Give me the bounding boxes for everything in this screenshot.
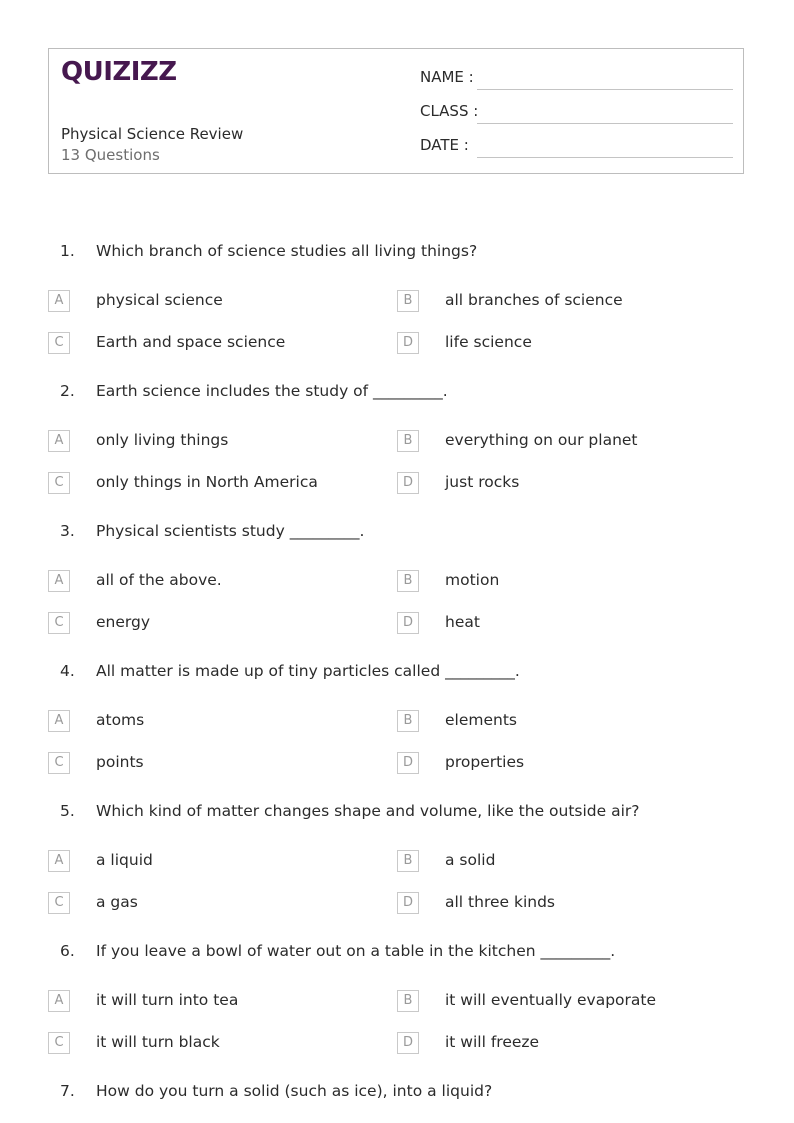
question-text: How do you turn a solid (such as ice), into a liquid? — [96, 1082, 493, 1100]
question-number: 6. — [60, 942, 75, 960]
option-letter-box[interactable]: D — [397, 752, 419, 774]
option-text: a liquid — [96, 851, 153, 869]
question-text: Which kind of matter changes shape and volume, like the outside air? — [96, 802, 640, 820]
option-text: it will eventually evaporate — [445, 991, 657, 1009]
question-text: Physical scientists study _________. — [96, 522, 365, 540]
option-letter-box[interactable]: C — [48, 1032, 70, 1054]
option-letter-box[interactable]: C — [48, 332, 70, 354]
question-text: If you leave a bowl of water out on a table in the kitchen _________. — [96, 942, 616, 960]
question-count: 13 Questions — [61, 146, 160, 164]
date-line — [477, 157, 733, 158]
date-label: DATE : — [420, 136, 469, 154]
option-text: Earth and space science — [96, 333, 286, 351]
name-label: NAME : — [420, 68, 474, 86]
option-text: elements — [445, 711, 517, 729]
option-text: it will turn into tea — [96, 991, 239, 1009]
question-number: 4. — [60, 662, 75, 680]
worksheet-header — [48, 48, 744, 174]
class-label: CLASS : — [420, 102, 479, 120]
option-letter-box[interactable]: B — [397, 990, 419, 1012]
option-text: just rocks — [445, 473, 520, 491]
question-number: 5. — [60, 802, 75, 820]
option-letter-box[interactable]: B — [397, 570, 419, 592]
option-letter-box[interactable]: B — [397, 430, 419, 452]
question-number: 3. — [60, 522, 75, 540]
option-text: only living things — [96, 431, 229, 449]
option-text: motion — [445, 571, 500, 589]
worksheet-title: Physical Science Review — [61, 125, 244, 143]
option-letter-box[interactable]: A — [48, 430, 70, 452]
option-text: a solid — [445, 851, 496, 869]
option-letter-box[interactable]: C — [48, 892, 70, 914]
question-text: All matter is made up of tiny particles called _________. — [96, 662, 520, 680]
option-text: all branches of science — [445, 291, 623, 309]
option-letter-box[interactable]: B — [397, 290, 419, 312]
option-letter-box[interactable]: C — [48, 612, 70, 634]
option-letter-box[interactable]: A — [48, 290, 70, 312]
option-letter-box[interactable]: A — [48, 710, 70, 732]
option-text: physical science — [96, 291, 223, 309]
option-letter-box[interactable]: B — [397, 850, 419, 872]
option-text: points — [96, 753, 144, 771]
option-letter-box[interactable]: D — [397, 1032, 419, 1054]
option-letter-box[interactable]: D — [397, 612, 419, 634]
option-text: properties — [445, 753, 525, 771]
question-number: 2. — [60, 382, 75, 400]
class-line — [477, 123, 733, 124]
option-text: heat — [445, 613, 480, 631]
option-text: a gas — [96, 893, 138, 911]
option-text: energy — [96, 613, 151, 631]
option-text: it will turn black — [96, 1033, 220, 1051]
option-text: it will freeze — [445, 1033, 540, 1051]
option-letter-box[interactable]: B — [397, 710, 419, 732]
option-text: all three kinds — [445, 893, 555, 911]
option-text: all of the above. — [96, 571, 222, 589]
option-letter-box[interactable]: D — [397, 472, 419, 494]
option-text: only things in North America — [96, 473, 318, 491]
option-text: life science — [445, 333, 532, 351]
option-letter-box[interactable]: C — [48, 752, 70, 774]
quizizz-logo: QUIZIZZ — [61, 57, 177, 87]
question-text: Which branch of science studies all living things? — [96, 242, 478, 260]
option-letter-box[interactable]: D — [397, 332, 419, 354]
question-text: Earth science includes the study of _________. — [96, 382, 448, 400]
option-letter-box[interactable]: D — [397, 892, 419, 914]
option-text: everything on our planet — [445, 431, 638, 449]
question-number: 7. — [60, 1082, 75, 1100]
option-letter-box[interactable]: A — [48, 850, 70, 872]
option-text: atoms — [96, 711, 145, 729]
name-line — [477, 89, 733, 90]
option-letter-box[interactable]: A — [48, 570, 70, 592]
option-letter-box[interactable]: C — [48, 472, 70, 494]
question-number: 1. — [60, 242, 75, 260]
option-letter-box[interactable]: A — [48, 990, 70, 1012]
